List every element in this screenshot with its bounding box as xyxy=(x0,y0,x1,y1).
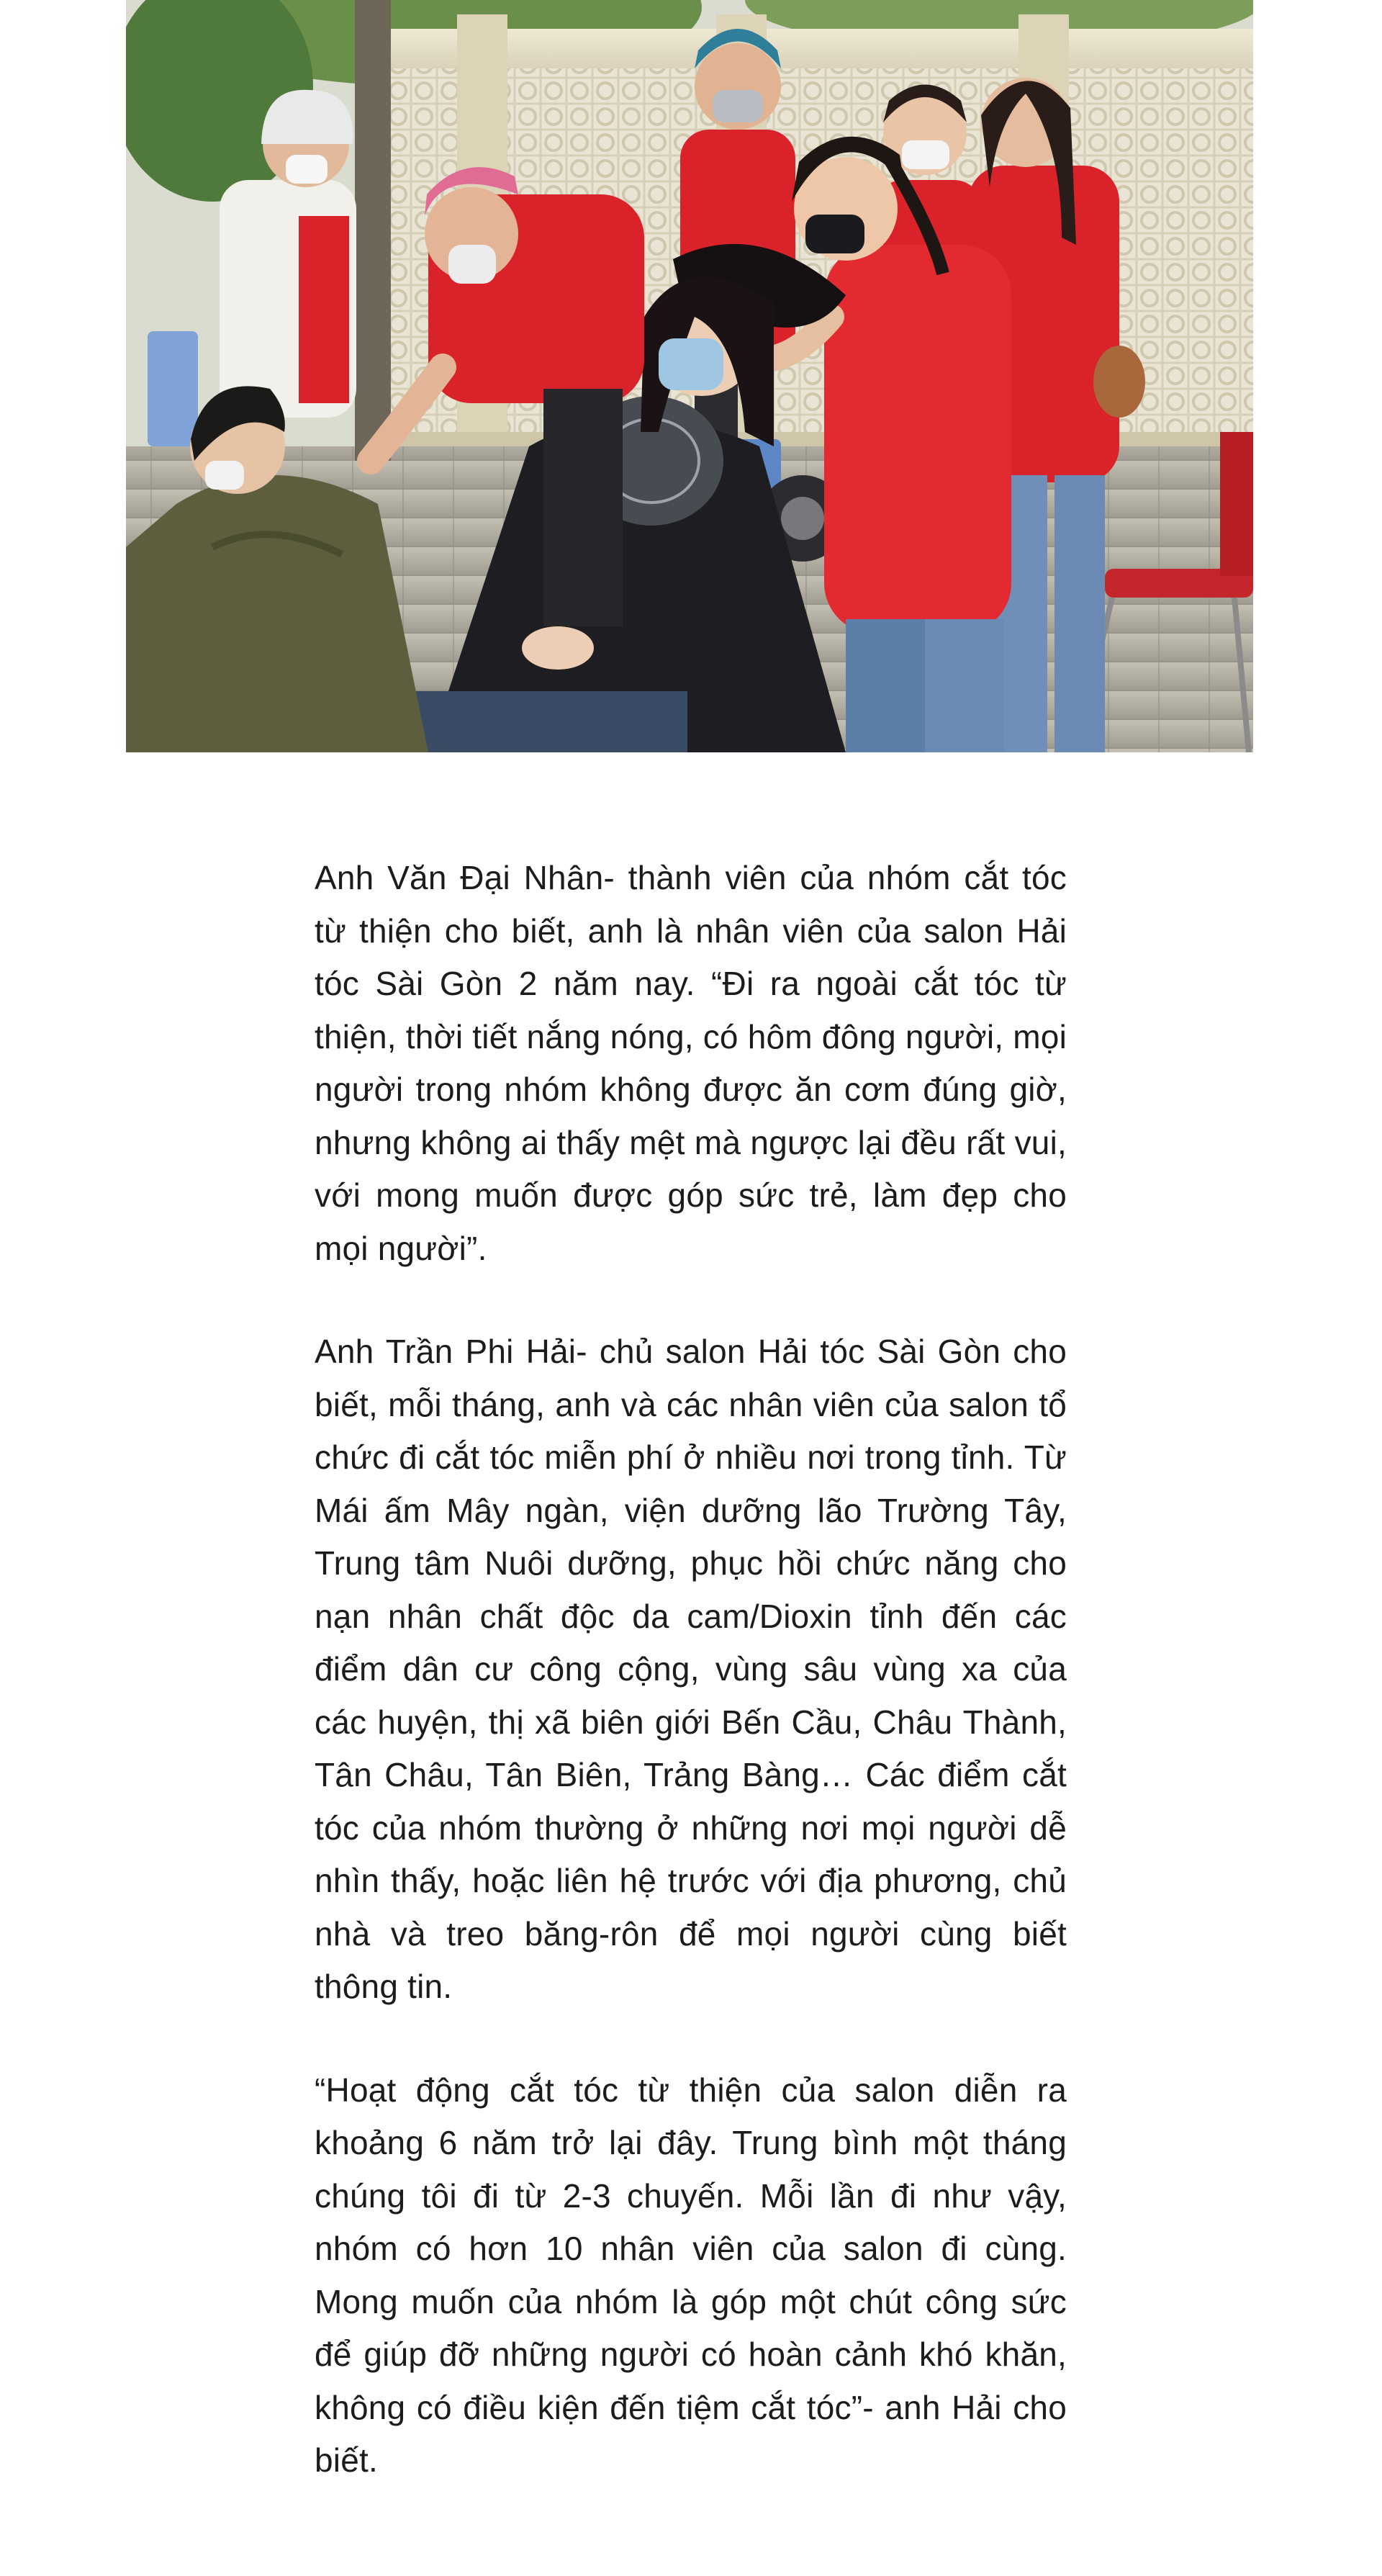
paragraph-3: “Hoạt động cắt tóc từ thiện của salon diễn ra khoảng 6 năm trở lại đây. Trung bình một tháng chúng tôi đi từ 2-3 chuyến. Mỗi lần đi như vậy, nhóm có hơn 10 nhân viên của salon đi cùng. Mong muốn của nhóm là góp một chút công sức để giúp đỡ những người có hoàn cảnh khó khăn, không có điều kiện đến tiệm cắt tóc”- anh Hải cho biết. xyxy=(315,2071,1067,2479)
photo-illustration xyxy=(126,0,1253,752)
article-body xyxy=(315,852,1067,2487)
tree-trunk xyxy=(355,0,391,461)
article-photo xyxy=(126,0,1253,752)
wall-top xyxy=(385,29,1253,72)
paragraph-2: Anh Trần Phi Hải- chủ salon Hải tóc Sài Gòn cho biết, mỗi tháng, anh và các nhân viên của salon tổ chức đi cắt tóc miễn phí ở nhiều nơi trong tỉnh. Từ Mái ấm Mây ngàn, viện dưỡng lão Trường Tây, Trung tâm Nuôi dưỡng, phục hồi chức năng cho nạn nhân chất độc da cam/Dioxin tỉnh đến các điểm dân cư công cộng, vùng sâu vùng xa của các huyện, thị xã biên giới Bến Cầu, Châu Thành, Tân Châu, Tân Biên, Trảng Bàng… Các điểm cắt tóc của nhóm thường ở những nơi mọi người dễ nhìn thấy, hoặc liên hệ trước với địa phương, chủ nhà và treo băng-rôn để mọi người cùng biết thông tin. xyxy=(315,1333,1067,2005)
paragraph-1: Anh Văn Đại Nhân- thành viên của nhóm cắt tóc từ thiện cho biết, anh là nhân viên của salon Hải tóc Sài Gòn 2 năm nay. “Đi ra ngoài cắt tóc từ thiện, thời tiết nắng nóng, có hôm đông người, mọi người trong nhóm không được ăn cơm đúng giờ, nhưng không ai thấy mệt mà ngược lại đều rất vui, với mong muốn được góp sức trẻ, làm đẹp cho mọi người”. xyxy=(315,859,1067,1267)
